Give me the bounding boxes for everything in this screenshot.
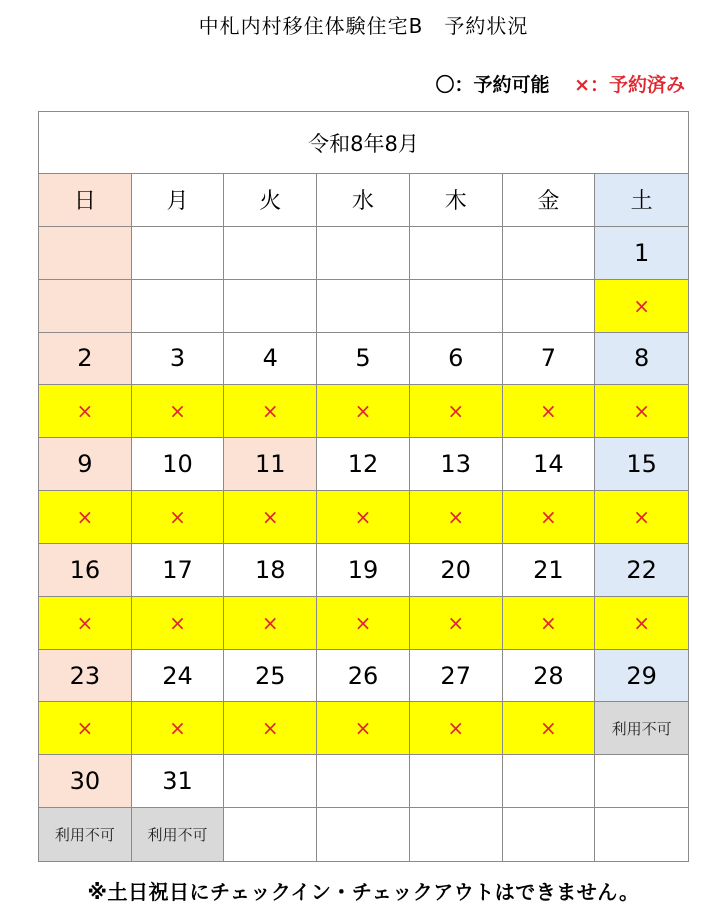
day-cell: 8 bbox=[595, 333, 688, 386]
status-cell: × bbox=[224, 597, 317, 650]
weekday-header: 月 bbox=[132, 174, 225, 227]
status-cell: × bbox=[410, 491, 503, 544]
status-cell: × bbox=[503, 597, 596, 650]
day-cell: 18 bbox=[224, 544, 317, 597]
calendar-month-header: 令和8年8月 bbox=[39, 112, 688, 174]
status-cell: × bbox=[503, 702, 596, 755]
status-cell bbox=[503, 280, 596, 333]
status-cell: × bbox=[410, 385, 503, 438]
status-cell: × bbox=[132, 491, 225, 544]
day-cell: 22 bbox=[595, 544, 688, 597]
day-cell: 4 bbox=[224, 333, 317, 386]
day-cell: 21 bbox=[503, 544, 596, 597]
day-cell: 9 bbox=[39, 438, 132, 491]
day-cell: 12 bbox=[317, 438, 410, 491]
day-cell bbox=[224, 755, 317, 808]
day-cell: 13 bbox=[410, 438, 503, 491]
day-cell bbox=[410, 227, 503, 280]
day-cell: 30 bbox=[39, 755, 132, 808]
status-cell bbox=[132, 280, 225, 333]
status-cell: × bbox=[317, 702, 410, 755]
status-cell bbox=[595, 808, 688, 861]
weekday-header: 土 bbox=[595, 174, 688, 227]
status-cell bbox=[410, 808, 503, 861]
weekday-header: 木 bbox=[410, 174, 503, 227]
legend-available: 〇：予約可能 bbox=[435, 74, 550, 96]
status-cell: × bbox=[39, 385, 132, 438]
status-cell bbox=[224, 280, 317, 333]
day-cell bbox=[503, 227, 596, 280]
status-cell: × bbox=[317, 491, 410, 544]
day-cell: 17 bbox=[132, 544, 225, 597]
reservation-calendar bbox=[38, 111, 689, 862]
day-cell: 10 bbox=[132, 438, 225, 491]
status-cell: × bbox=[224, 491, 317, 544]
status-cell: × bbox=[503, 491, 596, 544]
day-cell: 15 bbox=[595, 438, 688, 491]
day-cell: 7 bbox=[503, 333, 596, 386]
day-cell: 6 bbox=[410, 333, 503, 386]
status-cell: × bbox=[410, 597, 503, 650]
status-cell: × bbox=[410, 702, 503, 755]
day-cell bbox=[224, 227, 317, 280]
day-cell: 24 bbox=[132, 650, 225, 703]
day-cell bbox=[317, 227, 410, 280]
status-cell bbox=[224, 808, 317, 861]
legend bbox=[435, 70, 685, 97]
status-cell: × bbox=[595, 597, 688, 650]
day-cell: 14 bbox=[503, 438, 596, 491]
status-cell bbox=[410, 280, 503, 333]
weekday-header: 水 bbox=[317, 174, 410, 227]
day-cell: 31 bbox=[132, 755, 225, 808]
page-title: 中札内村移住体験住宅B 予約状況 bbox=[198, 14, 529, 38]
day-cell bbox=[503, 755, 596, 808]
day-cell bbox=[410, 755, 503, 808]
status-cell: × bbox=[39, 702, 132, 755]
status-cell bbox=[503, 808, 596, 861]
day-cell bbox=[39, 227, 132, 280]
status-cell bbox=[317, 280, 410, 333]
day-cell: 19 bbox=[317, 544, 410, 597]
status-cell: 利用不可 bbox=[39, 808, 132, 861]
status-cell: 利用不可 bbox=[132, 808, 225, 861]
weekday-header: 日 bbox=[39, 174, 132, 227]
status-cell: × bbox=[317, 597, 410, 650]
status-cell: × bbox=[224, 385, 317, 438]
day-cell: 29 bbox=[595, 650, 688, 703]
day-cell: 1 bbox=[595, 227, 688, 280]
status-cell: × bbox=[224, 702, 317, 755]
day-cell: 25 bbox=[224, 650, 317, 703]
day-cell bbox=[132, 227, 225, 280]
status-cell: × bbox=[132, 597, 225, 650]
day-cell: 3 bbox=[132, 333, 225, 386]
weekday-header: 火 bbox=[224, 174, 317, 227]
status-cell: × bbox=[595, 280, 688, 333]
status-cell: × bbox=[595, 385, 688, 438]
calendar-grid bbox=[39, 174, 688, 861]
checkin-note: ※土日祝日にチェックイン・チェックアウトはできません。 bbox=[87, 880, 640, 904]
weekday-header: 金 bbox=[503, 174, 596, 227]
day-cell: 23 bbox=[39, 650, 132, 703]
status-cell: × bbox=[132, 385, 225, 438]
status-cell bbox=[39, 280, 132, 333]
day-cell: 16 bbox=[39, 544, 132, 597]
status-cell: × bbox=[39, 597, 132, 650]
day-cell bbox=[317, 755, 410, 808]
day-cell: 2 bbox=[39, 333, 132, 386]
status-cell: × bbox=[595, 491, 688, 544]
status-cell: 利用不可 bbox=[595, 702, 688, 755]
day-cell bbox=[595, 755, 688, 808]
day-cell: 11 bbox=[224, 438, 317, 491]
status-cell: × bbox=[132, 702, 225, 755]
status-cell: × bbox=[317, 385, 410, 438]
day-cell: 20 bbox=[410, 544, 503, 597]
day-cell: 27 bbox=[410, 650, 503, 703]
status-cell bbox=[317, 808, 410, 861]
legend-booked: ×：予約済み bbox=[574, 74, 685, 96]
status-cell: × bbox=[503, 385, 596, 438]
status-cell: × bbox=[39, 491, 132, 544]
day-cell: 28 bbox=[503, 650, 596, 703]
day-cell: 5 bbox=[317, 333, 410, 386]
day-cell: 26 bbox=[317, 650, 410, 703]
